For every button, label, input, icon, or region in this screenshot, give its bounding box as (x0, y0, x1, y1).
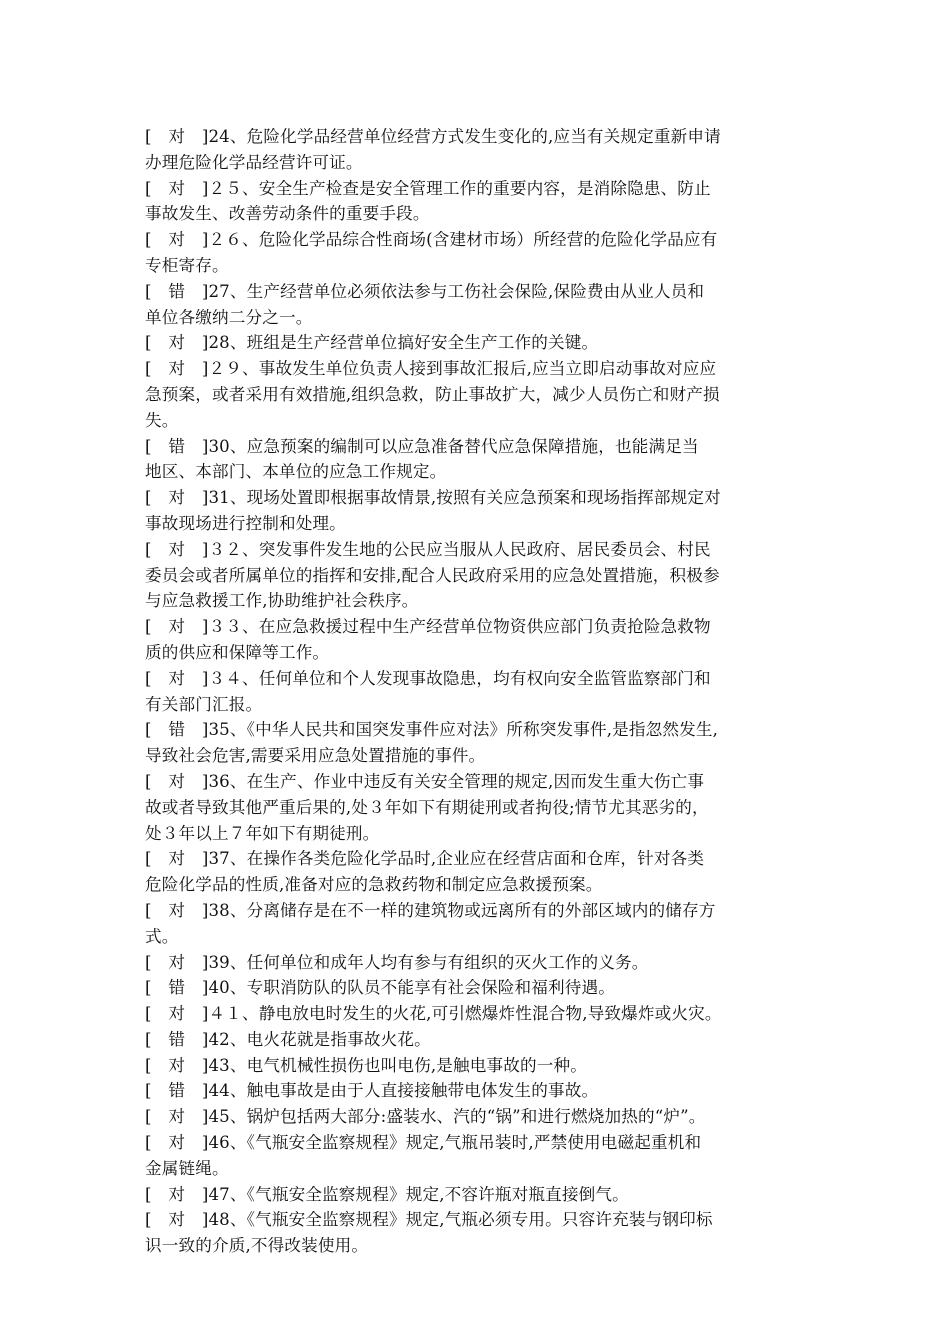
text-line: [ 对 ]２６、危险化学品综合性商场(含建材市场）所经营的危险化学品应有 (145, 230, 718, 250)
text-line: 故或者导致其他严重后果的,处３年如下有期徒刑或者拘役;情节尤其恶劣的， (145, 797, 709, 817)
text-line: 专柜寄存。 (145, 255, 229, 275)
text-line: 导致社会危害,需要采用应急处置措施的事件。 (145, 746, 486, 766)
text-line: [ 错 ]35、《中华人民共和国突发事件应对法》所称突发事件,是指忽然发生, (145, 720, 719, 740)
text-line: 地区、本部门、本单位的应急工作规定。 (145, 462, 447, 482)
text-line: [ 对 ]24、危险化学品经营单位经营方式发生变化的,应当有关规定重新申请 (145, 127, 721, 146)
text-line: [ 错 ]44、触电事故是由于人直接接触带电体发生的事故。 (145, 1081, 599, 1101)
text-line: 事故现场进行控制和处理。 (145, 513, 346, 533)
text-line: 处３年以上７年如下有期徒刑。 (145, 823, 380, 843)
text-line: [ 错 ]27、生产经营单位必须依法参与工伤社会保险,保险费由从业人员和 (145, 281, 705, 301)
text-line: [ 对 ]39、任何单位和成年人均有参与有组织的灭火工作的义务。 (145, 952, 649, 972)
text-line: [ 对 ]43、电气机械性损伤也叫电伤,是触电事故的一种。 (145, 1055, 587, 1075)
text-line: [ 对 ]２５、安全生产检查是安全管理工作的重要内容，是消除隐患、防止 (145, 178, 711, 198)
text-line: 单位各缴纳二分之一。 (145, 307, 313, 327)
text-line: [ 错 ]40、专职消防队的队员不能享有社会保险和福利待遇。 (145, 978, 615, 998)
text-line: 识一致的介质,不得改装使用。 (145, 1236, 369, 1256)
text-line: 危险化学品的性质,准备对应的急救药物和制定应急救援预案。 (145, 875, 603, 895)
text-line: [ 对 ]３２、突发事件发生地的公民应当服从人民政府、居民委员会、村民 (145, 539, 711, 559)
text-line: [ 对 ]45、锅炉包括两大部分:盛装水、汽的“锅”和进行燃烧加热的“炉”。 (145, 1107, 706, 1127)
document-body (145, 124, 825, 1259)
text-line: 金属链绳。 (145, 1158, 229, 1178)
text-line: [ 对 ]28、班组是生产经营单位搞好安全生产工作的关键。 (145, 333, 599, 353)
text-line: [ 对 ]36、在生产、作业中违反有关安全管理的规定,因而发生重大伤亡事 (145, 771, 705, 791)
text-line: 事故发生、改善劳动条件的重要手段。 (145, 204, 430, 224)
text-line: [ 对 ]46、《气瓶安全监察规程》规定,气瓶吊装时,严禁使用电磁起重机和 (145, 1133, 702, 1153)
text-line: [ 对 ]31、现场处置即根据事故情景,按照有关应急预案和现场指挥部规定对 (145, 488, 721, 508)
text-line: [ 错 ]30、应急预案的编制可以应急准备替代应急保障措施，也能满足当 (145, 436, 699, 456)
text-line: 办理危险化学品经营许可证。 (145, 152, 363, 172)
text-line: 与应急救援工作,协助维护社会秩序。 (145, 591, 419, 611)
text-line: [ 对 ]38、分离储存是在不一样的建筑物或远离所有的外部区域内的储存方 (145, 900, 716, 920)
text-line: [ 对 ]47、《气瓶安全监察规程》规定,不容许瓶对瓶直接倒气。 (145, 1184, 629, 1204)
text-line: 委员会或者所属单位的指挥和安排,配合人民政府采用的应急处置措施，积极参 (145, 565, 720, 585)
text-line: [ 对 ]48、《气瓶安全监察规程》规定,气瓶必须专用。只容许充装与钢印标 (145, 1210, 713, 1230)
text-line: 有关部门汇报。 (145, 694, 263, 714)
text-line: 失。 (145, 410, 179, 430)
text-line: [ 对 ]４１、静电放电时发生的火花,可引燃爆炸性混合物,导致爆炸或火灾。 (145, 1004, 722, 1024)
text-line: [ 错 ]42、电火花就是指事故火花。 (145, 1029, 431, 1049)
text-line: [ 对 ]３４、任何单位和个人发现事故隐患，均有权向安全监管监察部门和 (145, 668, 711, 688)
text-line: 式。 (145, 926, 179, 946)
text-line: [ 对 ]37、在操作各类危险化学品时,企业应在经营店面和仓库，针对各类 (145, 849, 705, 869)
text-line: 急预案，或者采用有效措施,组织急救，防止事故扩大，减少人员伤亡和财产损 (145, 384, 720, 404)
text-line: [ 对 ]２９、事故发生单位负责人接到事故汇报后,应当立即启动事故对应应 (145, 359, 717, 379)
text-line: 质的供应和保障等工作。 (145, 642, 330, 662)
text-line: [ 对 ]３３、在应急救援过程中生产经营单位物资供应部门负责抢险急救物 (145, 617, 711, 637)
